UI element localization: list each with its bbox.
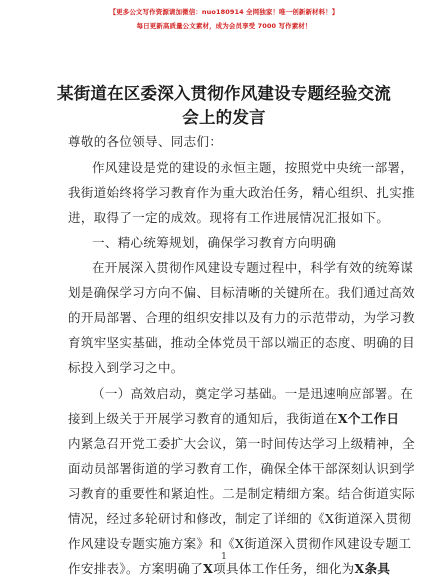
- paragraph-line: 划是确保学习方向不偏、目标清晰的关键所在。我们通过高效: [68, 285, 415, 300]
- paragraph-line: 进，取得了一定的成效。现将有工作进展情况汇报如下。: [68, 210, 390, 225]
- paragraph-line: 我街道始终将学习教育作为重大政治任务，精心组织、扎实推: [68, 185, 415, 200]
- section-heading: 一、精心统筹规划，确保学习教育方向明确: [92, 235, 337, 250]
- text-run: 接到上级关于开展学习教育的通知后，我街道在: [68, 411, 338, 426]
- paragraph-line: 情况，经过多轮研讨和修改，制定了详细的《X街道深入贯彻: [68, 511, 412, 526]
- title-line-2: 会上的发言: [182, 108, 266, 127]
- emphasis-text: X: [203, 561, 214, 576]
- paragraph-line: 习教育的重要性和紧迫性。二是制定精细方案。结合街道实际: [68, 486, 415, 501]
- promo-banner-line-1: 【更多公文写作资源请加微信：nuo180914 全网独家！唯一创新新材料！】: [109, 8, 339, 16]
- paragraph-line: （一）高效启动，奠定学习基础。一是迅速响应部署。在: [92, 386, 414, 401]
- emphasis-text: X个工作日: [337, 411, 400, 426]
- text-run: 作安排表》。方案明确了: [68, 561, 204, 576]
- promo-banner-line-2: 每日更新高质量公文素材，成为会员享受 7000 写作素材！: [136, 22, 312, 30]
- emphasis-text: X条具: [354, 561, 391, 576]
- paragraph-line: 内紧急召开党工委扩大会议，第一时间传达学习上级精神，全: [68, 436, 415, 451]
- paragraph-line: [0, 409, 448, 427]
- paragraph-line: 的开局部署、合理的组织安排以及有力的示范带动，为学习教: [68, 310, 415, 325]
- paragraph-line: 面动员部署街道的学习教育工作，确保全体干部深刻认识到学: [68, 461, 415, 476]
- paragraph-line: 在开展深入贯彻作风建设专题过程中，科学有效的统筹谋: [92, 260, 414, 275]
- title-line-1: 某街道在区委深入贯彻作风建设专题经验交流: [57, 84, 391, 103]
- paragraph-line: 作风建设是党的建设的永恒主题，按照党中央统一部署，: [92, 160, 414, 175]
- greeting: 尊敬的各位领导、同志们：: [68, 134, 223, 149]
- page-number: 1: [221, 552, 227, 562]
- paragraph-line: 育筑牢坚实基础，推动全体党员干部以端正的态度、明确的目: [68, 335, 415, 350]
- paragraph-line: 标投入到学习之中。: [68, 360, 184, 375]
- text-run: 项具体工作任务，细化为: [213, 561, 355, 576]
- paragraph-line: 作风建设专题实施方案》和《X街道深入贯彻作风建设专题工: [68, 536, 412, 551]
